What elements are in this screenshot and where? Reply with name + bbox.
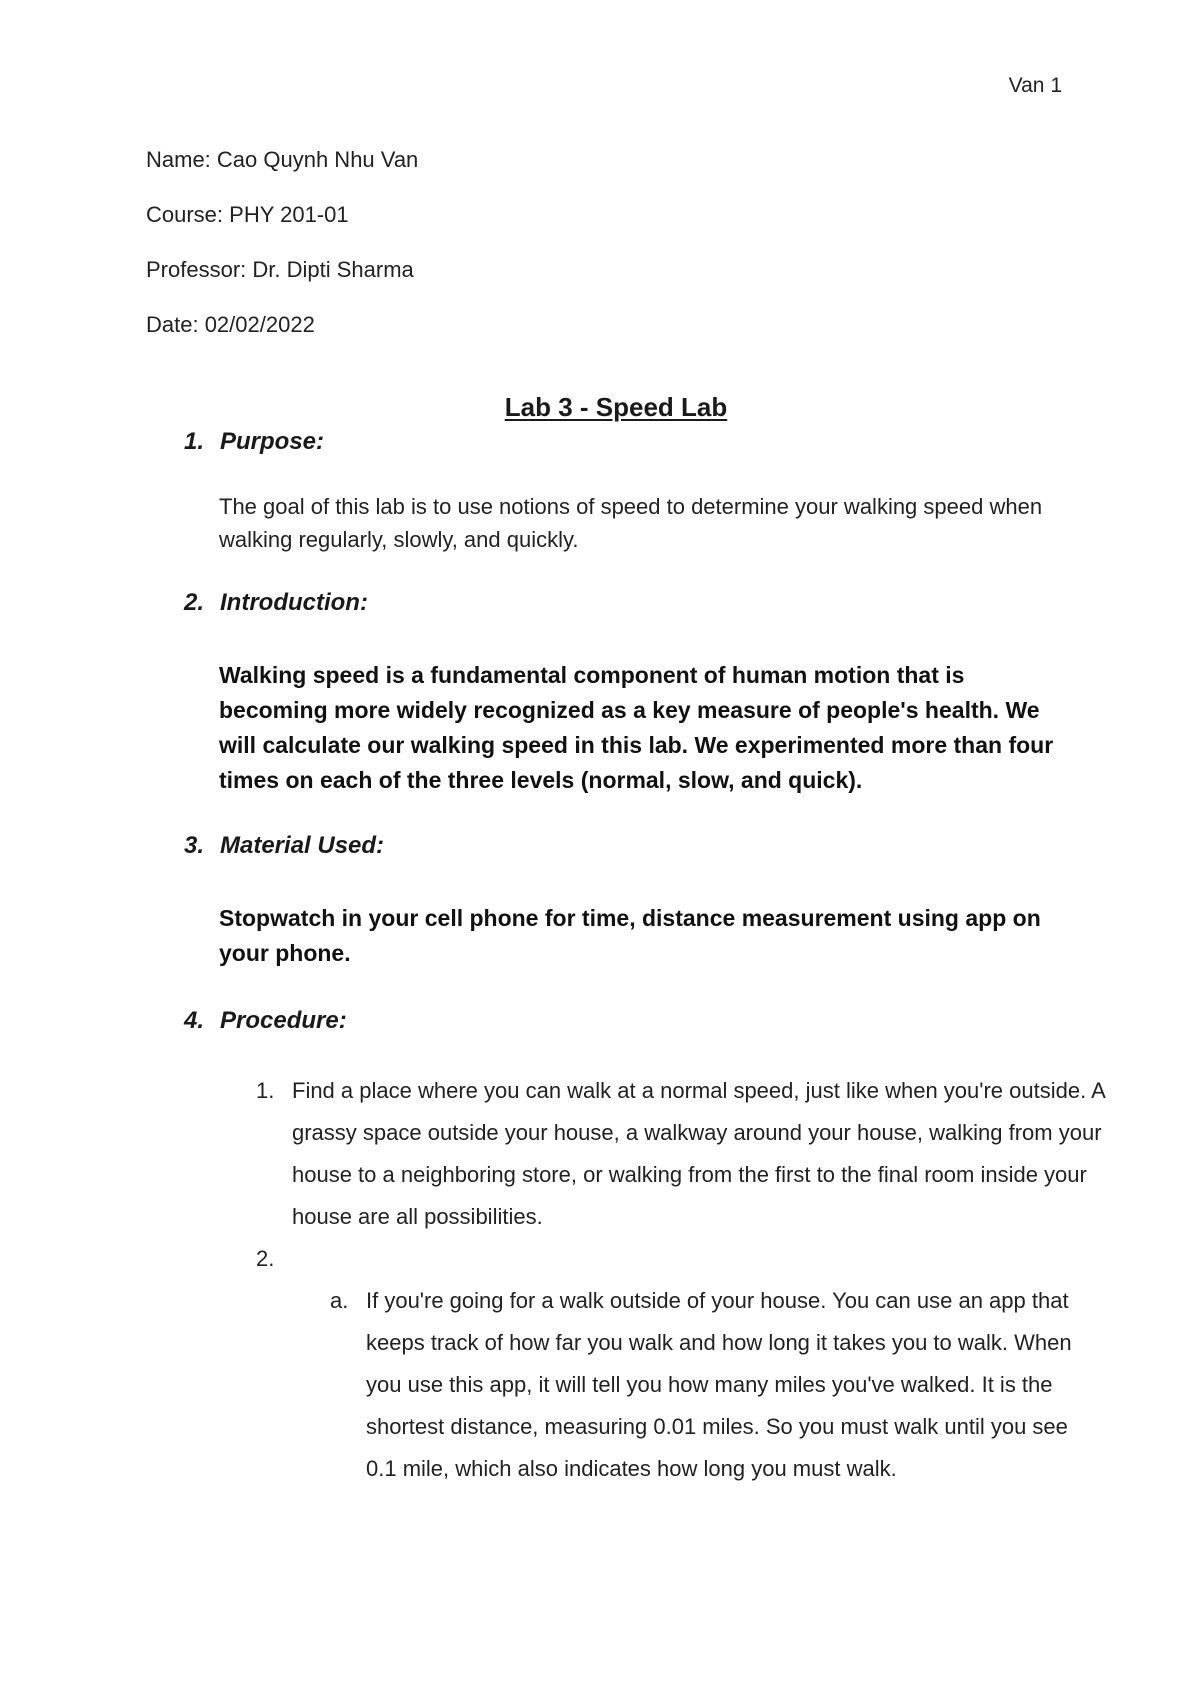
section-heading-introduction	[184, 589, 368, 617]
procedure-substep	[330, 1280, 1104, 1490]
step-marker: 2.	[256, 1246, 275, 1271]
substep-marker: a.	[330, 1288, 349, 1313]
document-title: Lab 3 - Speed Lab	[504, 392, 728, 422]
section-number: 2.	[184, 589, 205, 616]
course-line: Course: PHY 201-01	[146, 202, 349, 227]
section-heading-purpose	[184, 428, 324, 456]
introduction-paragraph: Walking speed is a fundamental component of human motion that is becoming more widely recognized as a key measure of people's health. We will calculate our walking speed in this lab. We experimented more than four times on each of the three levels (normal, slow, and quick).	[219, 662, 1054, 793]
step-marker: 1.	[256, 1078, 275, 1103]
student-info-block	[146, 146, 418, 366]
section-number: 4.	[184, 1007, 205, 1034]
page-header-label: Van 1	[1008, 74, 1062, 97]
substep-text: If you're going for a walk outside of your house. You can use an app that keeps track of how far you walk and how long it takes you to walk. When you use this app, it will tell you how many miles you've walked. It is the shortest distance, measuring 0.01 miles. So you must walk until you see 0.1 mile, which also indicates how long you must walk.	[366, 1288, 1072, 1481]
section-title: Procedure:	[220, 1007, 347, 1034]
section-heading-material-used	[184, 832, 384, 860]
material-paragraph: Stopwatch in your cell phone for time, distance measurement using app on your phone.	[219, 905, 1041, 966]
date-line: Date: 02/02/2022	[146, 312, 315, 337]
step-text: Find a place where you can walk at a normal speed, just like when you're outside. A grassy space outside your house, a walkway around your house, walking from your house to a neighboring store, or walking from the first to the final room inside your house are all possibilities.	[292, 1078, 1105, 1229]
purpose-paragraph: The goal of this lab is to use notions of speed to determine your walking speed when walking regularly, slowly, and quickly.	[219, 494, 1043, 552]
professor-line: Professor: Dr. Dipti Sharma	[146, 257, 414, 282]
section-title: Purpose:	[220, 428, 325, 455]
section-title: Material Used:	[220, 832, 385, 859]
procedure-step	[256, 1070, 1122, 1238]
section-number: 1.	[184, 428, 205, 455]
section-number: 3.	[184, 832, 205, 859]
section-title: Introduction:	[220, 589, 368, 616]
section-heading-procedure	[184, 1007, 347, 1035]
student-name: Name: Cao Quynh Nhu Van	[146, 147, 419, 172]
